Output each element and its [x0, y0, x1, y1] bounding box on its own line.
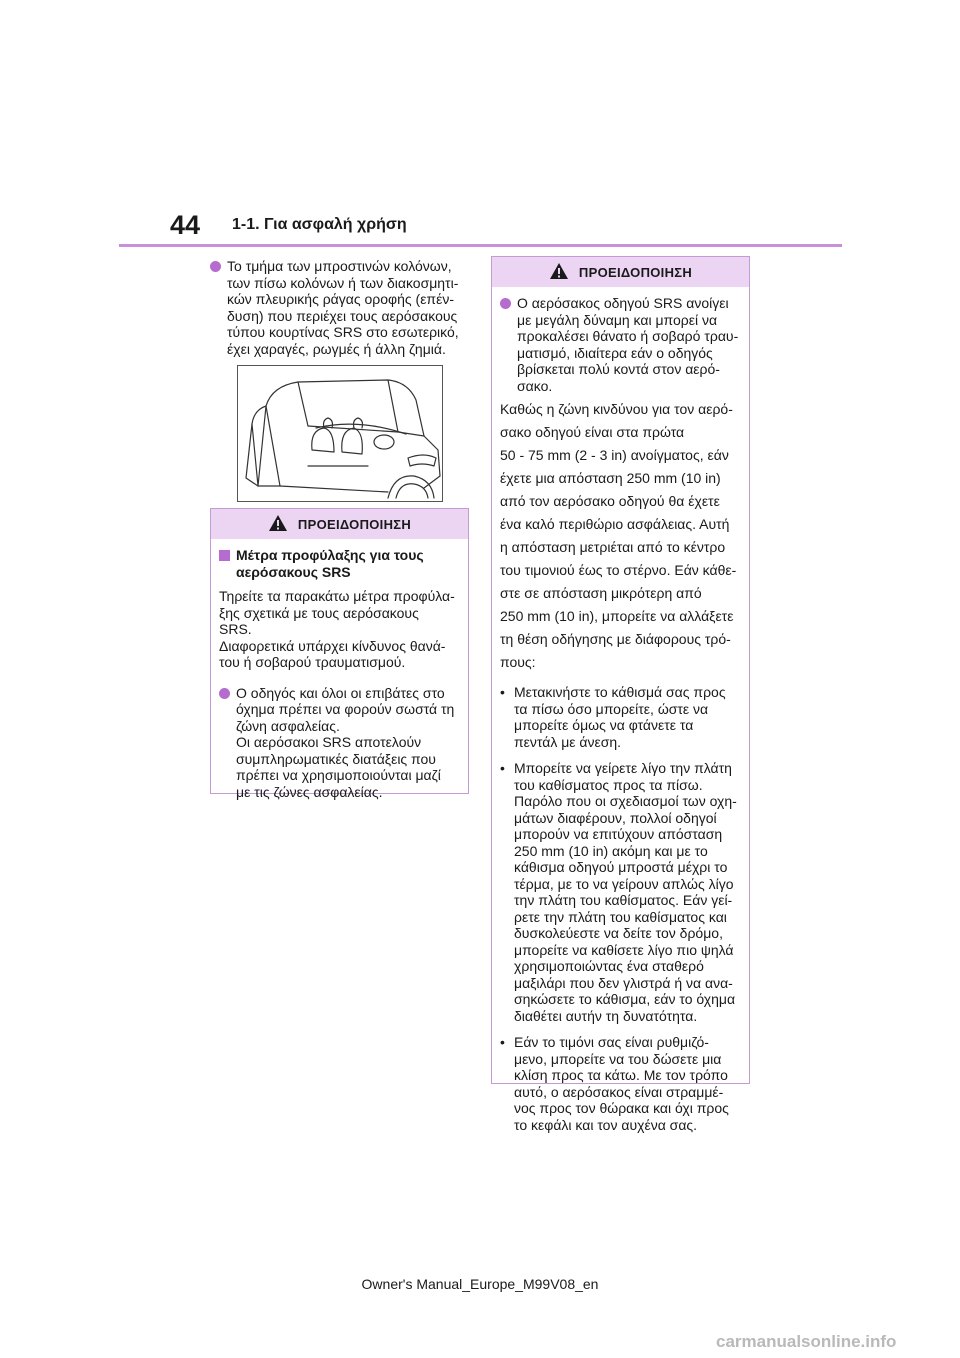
text-line: όχημα πρέπει να φορούν σωστά τη	[236, 701, 455, 717]
text-line: Παρόλο που οι σχεδιασμοί των οχη-	[514, 793, 737, 809]
bullet-marker: •	[500, 1034, 505, 1050]
text-line: με τις ζώνες ασφαλείας.	[236, 783, 383, 800]
text-line: του καθίσματος προς τα πίσω.	[514, 776, 703, 793]
text-line: Καθώς η ζώνη κινδύνου για τον αερό-	[500, 401, 733, 417]
text-line: Μέτρα προφύλαξης για τους	[236, 547, 424, 563]
warning-bullet	[500, 295, 741, 394]
text-line: αερόσακους SRS	[236, 563, 351, 580]
text-line: κλίση προς τα κάτω. Με τον τρόπο	[514, 1067, 728, 1083]
purple-dot-icon	[500, 298, 511, 309]
text-line: μάτων διαφέρουν, πολλοί οδηγοί	[514, 809, 717, 826]
text-line: ματισμό, ιδιαίτερα εάν ο οδηγός	[517, 344, 713, 361]
text-line: Μπορείτε να γείρετε λίγο την πλάτη	[514, 760, 732, 776]
text-line: των πίσω κολόνων ή των διακοσμητι-	[227, 274, 459, 291]
text-line: μπορείτε όμως να φτάνετε τα	[514, 717, 694, 733]
text-line: 50 - 75 mm (2 - 3 in) ανοίγματος, εάν	[500, 447, 729, 463]
left-warning-box	[210, 508, 469, 800]
sub-bullet	[500, 684, 741, 750]
sub-bullet	[500, 760, 741, 1024]
text-line: συμπληρωματικές διατάξεις που	[236, 750, 436, 767]
warning-bullet	[219, 685, 460, 801]
car-drawing	[238, 366, 442, 501]
text-line: Τηρείτε τα παρακάτω μέτρα προφύλα-	[219, 588, 455, 604]
text-line: Ο αερόσακος οδηγού SRS ανοίγει	[517, 295, 729, 311]
text-line: τη θέση οδήγησης με διάφορους τρό-	[500, 631, 731, 647]
sub-bullet	[500, 1034, 741, 1133]
warning-header	[492, 257, 749, 287]
left-column-intro	[210, 258, 468, 357]
text-line: κάθισμα οδηγού μπροστά μέχρι το	[514, 859, 728, 875]
footer-text: Owner's Manual_Europe_M99V08_en	[361, 1276, 599, 1292]
intro-bullet	[210, 258, 468, 357]
text-line: του ή σοβαρού τραυματισμού.	[219, 654, 406, 670]
text-line: Εάν το τιμόνι σας είναι ρυθμιζό-	[514, 1034, 709, 1050]
text-line: χρησιμοποιώντας ένα σταθερό	[514, 958, 704, 974]
text-line: σακο.	[517, 377, 553, 394]
warning-title: ΠΡΟΕΙΔΟΠΟΙΗΣΗ	[578, 264, 693, 280]
text-line: πρέπει να χρησιμοποιούνται μαζί	[236, 767, 441, 783]
purple-square-icon	[219, 550, 230, 561]
warning-paragraph	[500, 398, 741, 674]
text-line: διαθέτει αυτήν τη δυνατότητα.	[514, 1007, 698, 1024]
warning-title: ΠΡΟΕΙΔΟΠΟΙΗΣΗ	[297, 516, 412, 532]
warning-body	[492, 287, 749, 1143]
text-line: το κεφάλι και τον αυχένα σας.	[514, 1116, 698, 1133]
text-line: ένα καλό περιθώριο ασφάλειας. Αυτή	[500, 516, 730, 532]
text-line: τέρμα, με το να γείρουν απλώς λίγο	[514, 875, 734, 892]
warning-body	[211, 539, 468, 810]
text-line: τα πίσω όσο μπορείτε, ώστε να	[514, 700, 709, 717]
text-line: 250 mm (10 in) ακόμη και με το	[514, 842, 708, 859]
right-warning-box	[491, 256, 750, 1133]
text-line: δυσκολεύεστε να δείτε τον δρόμο,	[514, 925, 723, 941]
warning-heading	[219, 547, 460, 580]
text-line: βρίσκεται πολύ κοντά στον αερό-	[517, 361, 720, 377]
text-line: νος προς τον θώρακα και όχι προς	[514, 1100, 729, 1116]
car-interior-illustration	[237, 365, 443, 502]
text-line: έχει χαραγές, ρωγμές ή άλλη ζημιά.	[227, 340, 446, 357]
text-line: του τιμονιού έως το στέρνο. Εάν κάθε-	[500, 562, 737, 578]
text-line: σηκώσετε το κάθισμα, εάν το όχημα	[514, 991, 736, 1007]
text-line: την πλάτη του καθίσματος. Εάν γεί-	[514, 892, 733, 908]
text-line: από τον αερόσακο οδηγού θα έχετε	[500, 493, 720, 509]
text-line: ξης σχετικά με τους αερόσακους	[219, 604, 419, 621]
warning-triangle-icon	[268, 514, 288, 535]
section-title: 1-1. Για ασφαλή χρήση	[232, 216, 407, 233]
text-line: Το τμήμα των μπροστινών κολόνων,	[227, 258, 452, 274]
text-line: αυτό, ο αερόσακος είναι στραμμέ-	[514, 1083, 724, 1100]
text-line: Διαφορετικά υπάρχει κίνδυνος θανά-	[219, 637, 446, 654]
warning-paragraph	[219, 588, 460, 671]
text-line: προκαλέσει θάνατο ή σοβαρό τραυ-	[517, 328, 739, 344]
text-line: μπορείτε να καθίσετε λίγο πιο ψηλά	[514, 941, 734, 958]
text-line: η απόσταση μετριέται από το κέντρο	[500, 539, 726, 555]
text-line: πεντάλ με άνεση.	[514, 733, 622, 750]
warning-triangle-icon	[549, 262, 569, 283]
text-line: Ο οδηγός και όλοι οι επιβάτες στο	[236, 684, 445, 701]
purple-dot-icon	[219, 688, 230, 699]
text-line: τύπου κουρτίνας SRS στο εσωτερικό,	[227, 324, 459, 340]
page-number: 44	[170, 210, 201, 240]
text-line: Μετακινήστε το κάθισμά σας προς	[514, 684, 726, 700]
text-line: Οι αερόσακοι SRS αποτελούν	[236, 734, 422, 750]
text-line: ζώνη ασφαλείας.	[236, 717, 340, 734]
warning-header	[211, 509, 468, 539]
text-line: πους:	[500, 654, 536, 670]
text-line: στε σε απόσταση μικρότερη από	[500, 585, 702, 601]
watermark: carmanualsonline.info	[716, 1332, 897, 1351]
bullet-marker: •	[500, 684, 505, 700]
text-line: μπορούν να επιτύχουν απόσταση	[514, 826, 723, 842]
text-line: 250 mm (10 in), μπορείτε να αλλάξετε	[500, 608, 734, 624]
text-line: κών πλευρικής ράγας οροφής (επέν-	[227, 291, 454, 307]
text-line: ρετε την πλάτη του καθίσματος και	[514, 908, 727, 925]
purple-dot-icon	[210, 261, 221, 272]
bullet-marker: •	[500, 760, 505, 776]
text-line: μαξιλάρι που δεν γλιστρά ή να ανα-	[514, 974, 733, 991]
header-rule	[119, 244, 842, 247]
text-line: με μεγάλη δύναμη και μπορεί να	[517, 311, 718, 328]
text-line: έχετε μια απόσταση 250 mm (10 in)	[500, 470, 721, 486]
text-line: δυση) που περιέχει τους αερόσακους	[227, 307, 458, 324]
intro-bullet-text	[227, 258, 468, 357]
text-line: SRS.	[219, 621, 252, 637]
text-line: σακο οδηγού είναι στα πρώτα	[500, 424, 685, 440]
text-line: μενο, μπορείτε να του δώσετε μια	[514, 1050, 722, 1067]
